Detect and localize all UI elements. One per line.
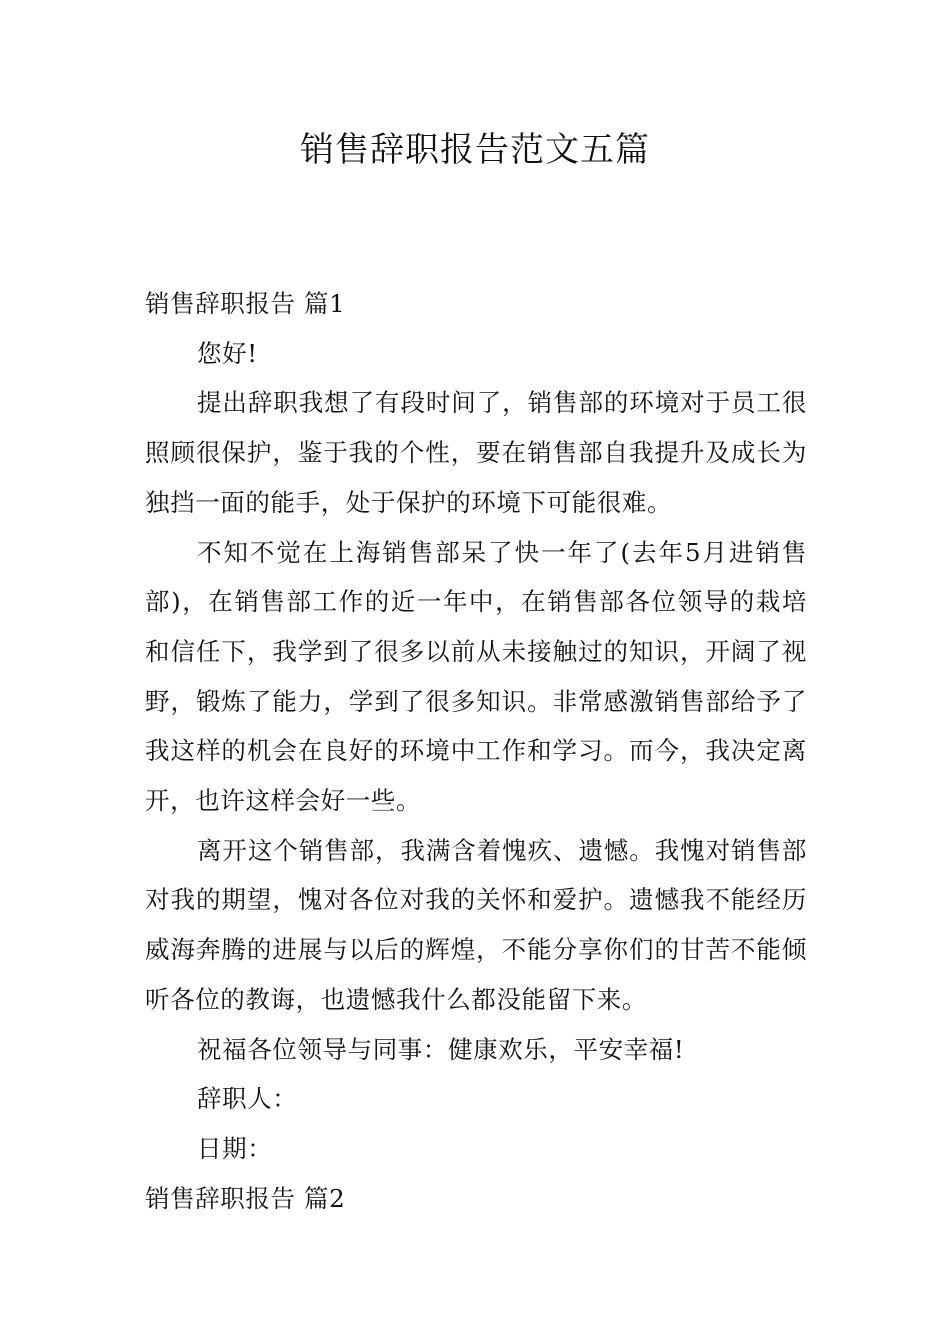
section-heading-2: 销售辞职报告 篇2 xyxy=(145,1183,346,1213)
document-title: 销售辞职报告范文五篇 xyxy=(300,130,650,170)
paragraph-3: 离开这个销售部，我满含着愧疚、遗憾。我愧对销售部对我的期望，愧对各位对我的关怀和爱护。遗憾我不能经历威海奔腾的进展与以后的辉煌，不能分享你们的甘苦不能倾听各位的教诲，也遗憾我什么都没能留下来。 xyxy=(145,835,807,1014)
greeting: 您好! xyxy=(197,338,258,368)
date-label: 日期： xyxy=(197,1133,273,1163)
blessing-line: 祝福各位领导与同事：健康欢乐，平安幸福! xyxy=(197,1034,685,1064)
paragraph-2: 不知不觉在上海销售部呆了快一年了(去年5月进销售部)，在销售部工作的近一年中，在销售部各位领导的栽培和信任下，我学到了很多以前从未接触过的知识，开阔了视野，锻炼了能力，学到了很多知识。非常感激销售部给予了我这样的机会在良好的环境中工作和学习。而今，我决定离开，也许这样会好一些。 xyxy=(145,537,807,816)
signer-label: 辞职人： xyxy=(197,1084,298,1114)
paragraph-1: 提出辞职我想了有段时间了，销售部的环境对于员工很照顾很保护，鉴于我的个性，要在销售部自我提升及成长为独挡一面的能手，处于保护的环境下可能很难。 xyxy=(145,388,807,517)
document-body xyxy=(145,279,807,1223)
section-heading-1: 销售辞职报告 篇1 xyxy=(145,289,346,318)
